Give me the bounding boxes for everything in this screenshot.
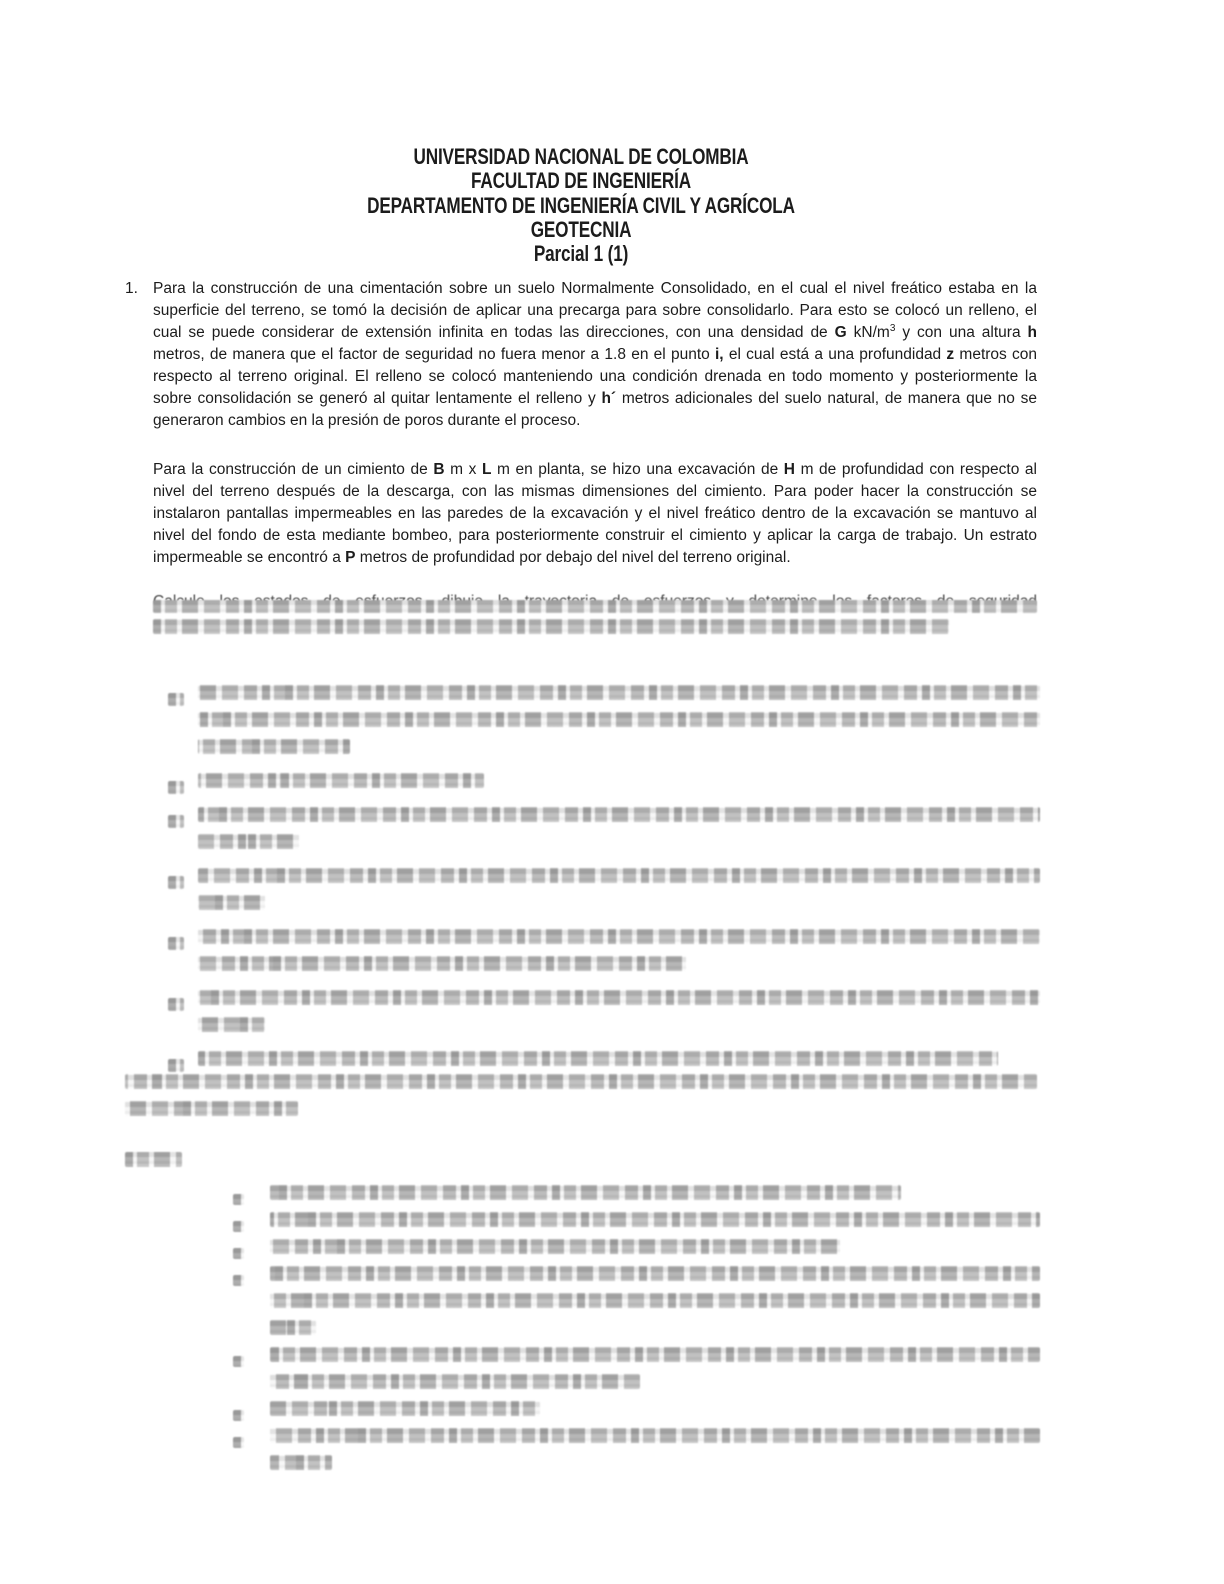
redacted-bar [125, 1074, 1037, 1089]
question-number: 1. [125, 280, 138, 297]
redacted-bar [198, 685, 1040, 700]
redacted-text-line [270, 1347, 1040, 1370]
redacted-bar [198, 868, 1040, 883]
bold-variable: i, [715, 346, 724, 363]
redacted-text-line [198, 685, 1040, 708]
bold-variable: h´ [601, 390, 617, 407]
header-department: DEPARTAMENTO DE INGENIERÍA CIVIL Y AGRÍCOLA [367, 192, 795, 218]
bold-variable: P [345, 549, 356, 566]
text-segment: m x [444, 461, 482, 478]
bullet-marker [233, 1356, 244, 1367]
redacted-text-line [198, 956, 1040, 979]
redacted-bar [125, 1152, 182, 1167]
text-segment: Para la construcción de un cimiento de [153, 461, 434, 478]
redacted-text-line [270, 1455, 1040, 1478]
redacted-bar [198, 895, 265, 910]
header-exam-title: Parcial 1 (1) [533, 241, 629, 267]
text-segment: m de profundidad con respecto al nivel del terreno después de la descarga, con las mismas dimensiones del cimiento. Para poder hacer la construcción se instalaron pantallas impermeables en las paredes de la excavación y el nivel freático dentro de la excavación se mantuvo al nivel del fondo de esta mediante bombeo, para posteriormente construir el cimiento y aplicar la carga de trabajo. Un estrato impermeable se encontró a [153, 461, 1037, 566]
redacted-bar [270, 1347, 1040, 1362]
bold-variable: h [1027, 324, 1037, 341]
text-segment: metros, de manera que el factor de seguridad no fuera menor a 1.8 en el punto [153, 346, 715, 363]
redacted-bullet-item [233, 1266, 1040, 1343]
bullet-marker [233, 1410, 244, 1421]
redacted-list-item [168, 990, 1040, 1040]
redacted-text-line [125, 1101, 1037, 1124]
redacted-text-line [270, 1374, 1040, 1397]
text-segment: y con una altura [895, 324, 1028, 341]
redacted-item-marker [168, 998, 184, 1011]
redacted-text-line [198, 868, 1040, 891]
text-segment: 3 [889, 322, 896, 334]
redacted-text-line [270, 1428, 1040, 1451]
redacted-list-item [168, 773, 1040, 796]
redacted-bullet-item [233, 1185, 1040, 1208]
redacted-bar [270, 1293, 1040, 1308]
redacted-bar [270, 1266, 1040, 1281]
bullet-marker [233, 1248, 244, 1259]
notes-bullet-list-redacted [233, 1181, 1040, 1478]
bullet-marker [233, 1194, 244, 1205]
text-segment: metros de profundidad por debajo del nivel del terreno original. [355, 549, 791, 566]
bold-variable: H [783, 461, 795, 478]
redacted-bar [270, 1212, 1040, 1227]
redacted-bar [270, 1401, 540, 1416]
redacted-text-line [198, 929, 1040, 952]
redacted-text-line [198, 739, 1040, 762]
redacted-list-item [168, 807, 1040, 857]
redacted-bar [198, 773, 484, 788]
question-paragraph-1 [153, 278, 1037, 432]
bold-variable: z [946, 346, 955, 363]
text-segment: m en planta, se hizo una excavación de [491, 461, 784, 478]
closing-paragraph-redacted [125, 1070, 1037, 1124]
redacted-bar [270, 1428, 1040, 1443]
redacted-bar [198, 739, 350, 754]
text-segment: metros adicionales del suelo natural, de manera que no se generaron cambios en la presión de poros durante el proceso. [153, 390, 1037, 429]
header-university-name: UNIVERSIDAD NACIONAL DE COLOMBIA [413, 144, 749, 169]
redacted-item-marker [168, 781, 184, 794]
redacted-bar [153, 619, 949, 634]
redacted-text-line [270, 1239, 1040, 1262]
bullet-marker [233, 1275, 244, 1286]
redacted-lines [153, 619, 1037, 642]
question-paragraph-2 [153, 459, 1037, 569]
text-segment: Para la construcción de una cimentación sobre un suelo Normalmente Consolidado, en el cual el nivel freático estaba en la superficie del terreno, se tomó la decisión de aplicar una precarga para sobre consolidarlo. Para esto se colocó un relleno, el cual se puede considerar de extensión infinita en todas las direcciones, con una densidad de [153, 280, 1037, 341]
redacted-bullet-item [233, 1212, 1040, 1235]
redacted-list-item [168, 685, 1040, 762]
redacted-text-line [198, 895, 1040, 918]
redacted-text-line [270, 1266, 1040, 1289]
redacted-bullet-item [233, 1239, 1040, 1262]
redacted-bar [198, 1051, 998, 1066]
question-1 [125, 278, 1037, 432]
redacted-text-line [198, 807, 1040, 830]
pixelation-overlay [153, 600, 1037, 613]
bold-variable: B [433, 461, 445, 478]
redacted-bar [198, 834, 299, 849]
redacted-bar [198, 929, 1040, 944]
redacted-list-item [168, 929, 1040, 979]
text-segment: el cual está a una profundidad [723, 346, 947, 363]
redacted-bar [125, 1101, 298, 1116]
redacted-text-line [198, 990, 1040, 1013]
notes-label-redacted [125, 1152, 182, 1167]
redacted-lettered-list [168, 681, 1040, 1085]
redacted-text-line [270, 1212, 1040, 1235]
half-blurred-line [153, 591, 1037, 615]
header-course: GEOTECNIA [530, 216, 632, 242]
redacted-item-marker [168, 815, 184, 828]
question-paragraph-3-partially-redacted [153, 591, 1037, 642]
redacted-text-line [270, 1293, 1040, 1316]
bold-variable: G [834, 324, 847, 341]
redacted-bar [198, 990, 1040, 1005]
redacted-text-line [198, 712, 1040, 735]
bold-variable: L [481, 461, 492, 478]
redacted-bullet-item [233, 1401, 1040, 1424]
redacted-bar [198, 956, 686, 971]
redacted-item-marker [168, 937, 184, 950]
bullet-marker [233, 1221, 244, 1232]
redacted-bar [270, 1455, 332, 1470]
redacted-bar [198, 1017, 265, 1032]
redacted-bar [270, 1374, 640, 1389]
redacted-text-line [198, 1017, 1040, 1040]
redacted-text-line [125, 1074, 1037, 1097]
redacted-text-line [198, 834, 1040, 857]
redacted-list-item [168, 868, 1040, 918]
redacted-item-marker [168, 693, 184, 706]
university-header [125, 145, 1037, 266]
header-faculty: FACULTAD DE INGENIERÍA [471, 168, 691, 194]
redacted-text-line [153, 619, 1037, 642]
redacted-item-marker [168, 876, 184, 889]
redacted-bullet-item [233, 1347, 1040, 1397]
text-segment: metros con respecto al terreno original. El relleno se colocó manteniendo una condición drenada en todo momento y posteriormente la sobre consolidación se generó al quitar lentamente el relleno y [153, 346, 1038, 407]
redacted-bar [198, 712, 1040, 727]
bullet-marker [233, 1437, 244, 1448]
redacted-text-line [270, 1320, 1040, 1343]
redacted-bar [198, 807, 1040, 822]
text-segment: kN/m [846, 324, 890, 341]
redacted-bar [270, 1320, 316, 1335]
redacted-bullet-item [233, 1428, 1040, 1478]
redacted-bar [270, 1185, 901, 1200]
redacted-text-line [270, 1401, 1040, 1424]
redacted-bar [270, 1239, 840, 1254]
redacted-text-line [198, 773, 1040, 796]
redacted-text-line [270, 1185, 1040, 1208]
